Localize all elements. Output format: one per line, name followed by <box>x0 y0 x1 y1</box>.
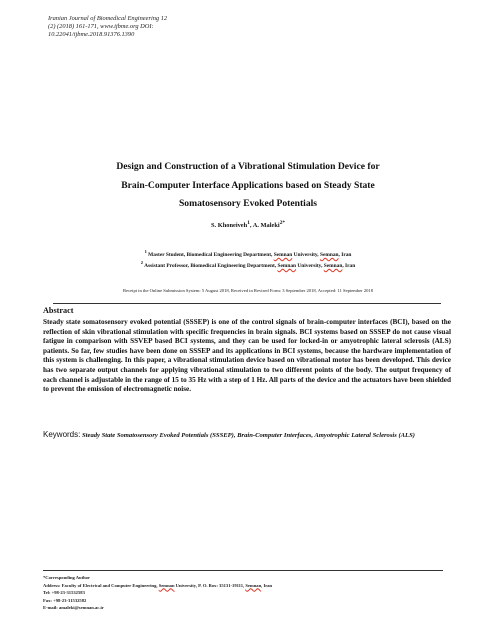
address-label: Address: <box>43 582 61 588</box>
affiliation-1-mark: 1 <box>144 249 147 254</box>
author-list <box>60 220 436 229</box>
author-1: S. Khoneiveh <box>210 222 248 230</box>
keywords <box>43 430 451 440</box>
abstract-heading: Abstract <box>43 306 74 315</box>
address-country: , Iran <box>261 582 273 588</box>
author-2-affiliation-mark: 2* <box>279 220 286 226</box>
affiliation-2-dept: Assistant Professor, Biomedical Engineering Department, <box>143 262 278 269</box>
affiliation-2 <box>60 260 436 269</box>
affiliation-1-dept: Master Student, Biomedical Engineering Department, <box>146 251 274 258</box>
keywords-label: Keywords: <box>43 430 81 439</box>
journal-doi-line: 10.22041/ijbme.2018.91376.1390 <box>48 31 135 38</box>
affiliation-2-city: Semnan <box>323 262 343 269</box>
address-university: Semnan <box>158 582 175 588</box>
affiliation-2-mid: University, <box>296 262 324 269</box>
email-line: E-mail: amaleki@semnan.ac.ir <box>43 605 104 610</box>
title-line-3: Somatosensory Evoked Potentials <box>178 198 318 209</box>
affiliation-1-mid: University, <box>292 251 320 258</box>
address-line <box>43 582 443 590</box>
corresponding-author-footnote <box>43 574 443 612</box>
affiliation-1-country: , Iran <box>338 251 352 258</box>
affiliation-2-country: , Iran <box>342 262 356 269</box>
title-line-2: Brain-Computer Interface Applications based on Steady State <box>121 179 375 191</box>
journal-citation <box>48 15 238 39</box>
author-1-affiliation-mark: 1 <box>247 220 250 226</box>
address-faculty: Faculty of Electrical and Computer Engineering, <box>60 582 159 588</box>
author-2: A. Maleki <box>252 222 280 230</box>
fax-line: Fax: +98-23-31532582 <box>43 597 87 603</box>
address-pobox: University, P. O. Box: 35131-19111, <box>174 582 246 588</box>
submission-dates: Receipt in the Online Submission System: 5 August 2018, Received in Revised Form: 3 September 2018, Accepted: 11 September 2018 <box>122 288 374 293</box>
journal-line-2: (2) (2018) 161-171, www.ijbme.org DOI: <box>48 23 154 30</box>
affiliation-1 <box>60 249 436 258</box>
abstract-divider <box>53 303 441 304</box>
author-separator: , <box>249 222 253 230</box>
affiliation-1-city: Semnan <box>319 251 339 258</box>
abstract-body: Steady state somatosensory evoked potential (SSSEP) is one of the control signals of brain-computer interfaces (BCI), based on the reflection of skin vibrational stimulation with specific frequencies in brain signals. BCI systems based on SSSEP do not cause visual fatigue in comparison with SSVEP based BCI systems, and they can be used for locked-in or amyotrophic lateral sclerosis (ALS) patients. So far, few studies have been done on SSSEP and its applications in BCI systems, because the hardware implementation of this system is challenging. In this paper, a vibrational stimulation device based on vibrational motor has been developed. This device has two separate output channels for applying vibrational stimulation to two different points of the body. The output frequency of each channel is adjustable in the range of 15 to 35 Hz with a step of 1 Hz. All parts of the device and the actuators have been shielded to prevent the emission of electromagnetic noise. <box>43 318 451 394</box>
corresponding-label: *Corresponding Author <box>43 575 91 580</box>
affiliation-1-university: Semnan <box>273 251 293 258</box>
affiliation-2-mark: 2 <box>140 260 144 265</box>
affiliation-2-university: Semnan <box>277 262 297 269</box>
paper-title <box>60 158 436 214</box>
phone-line: Tel: +98-23-31532583 <box>43 590 85 595</box>
title-line-1: Design and Construction of a Vibrational Stimulation Device for <box>116 161 380 172</box>
footnote-divider <box>43 570 443 571</box>
keywords-text: Steady State Somatosensory Evoked Potentials (SSSEP), Brain-Computer Interfaces, Amyotrophic Lateral Sclerosis (ALS) <box>82 432 415 439</box>
journal-line-1: Iranian Journal of Biomedical Engineering 12 <box>48 15 168 22</box>
address-city: Semnan <box>245 582 262 588</box>
